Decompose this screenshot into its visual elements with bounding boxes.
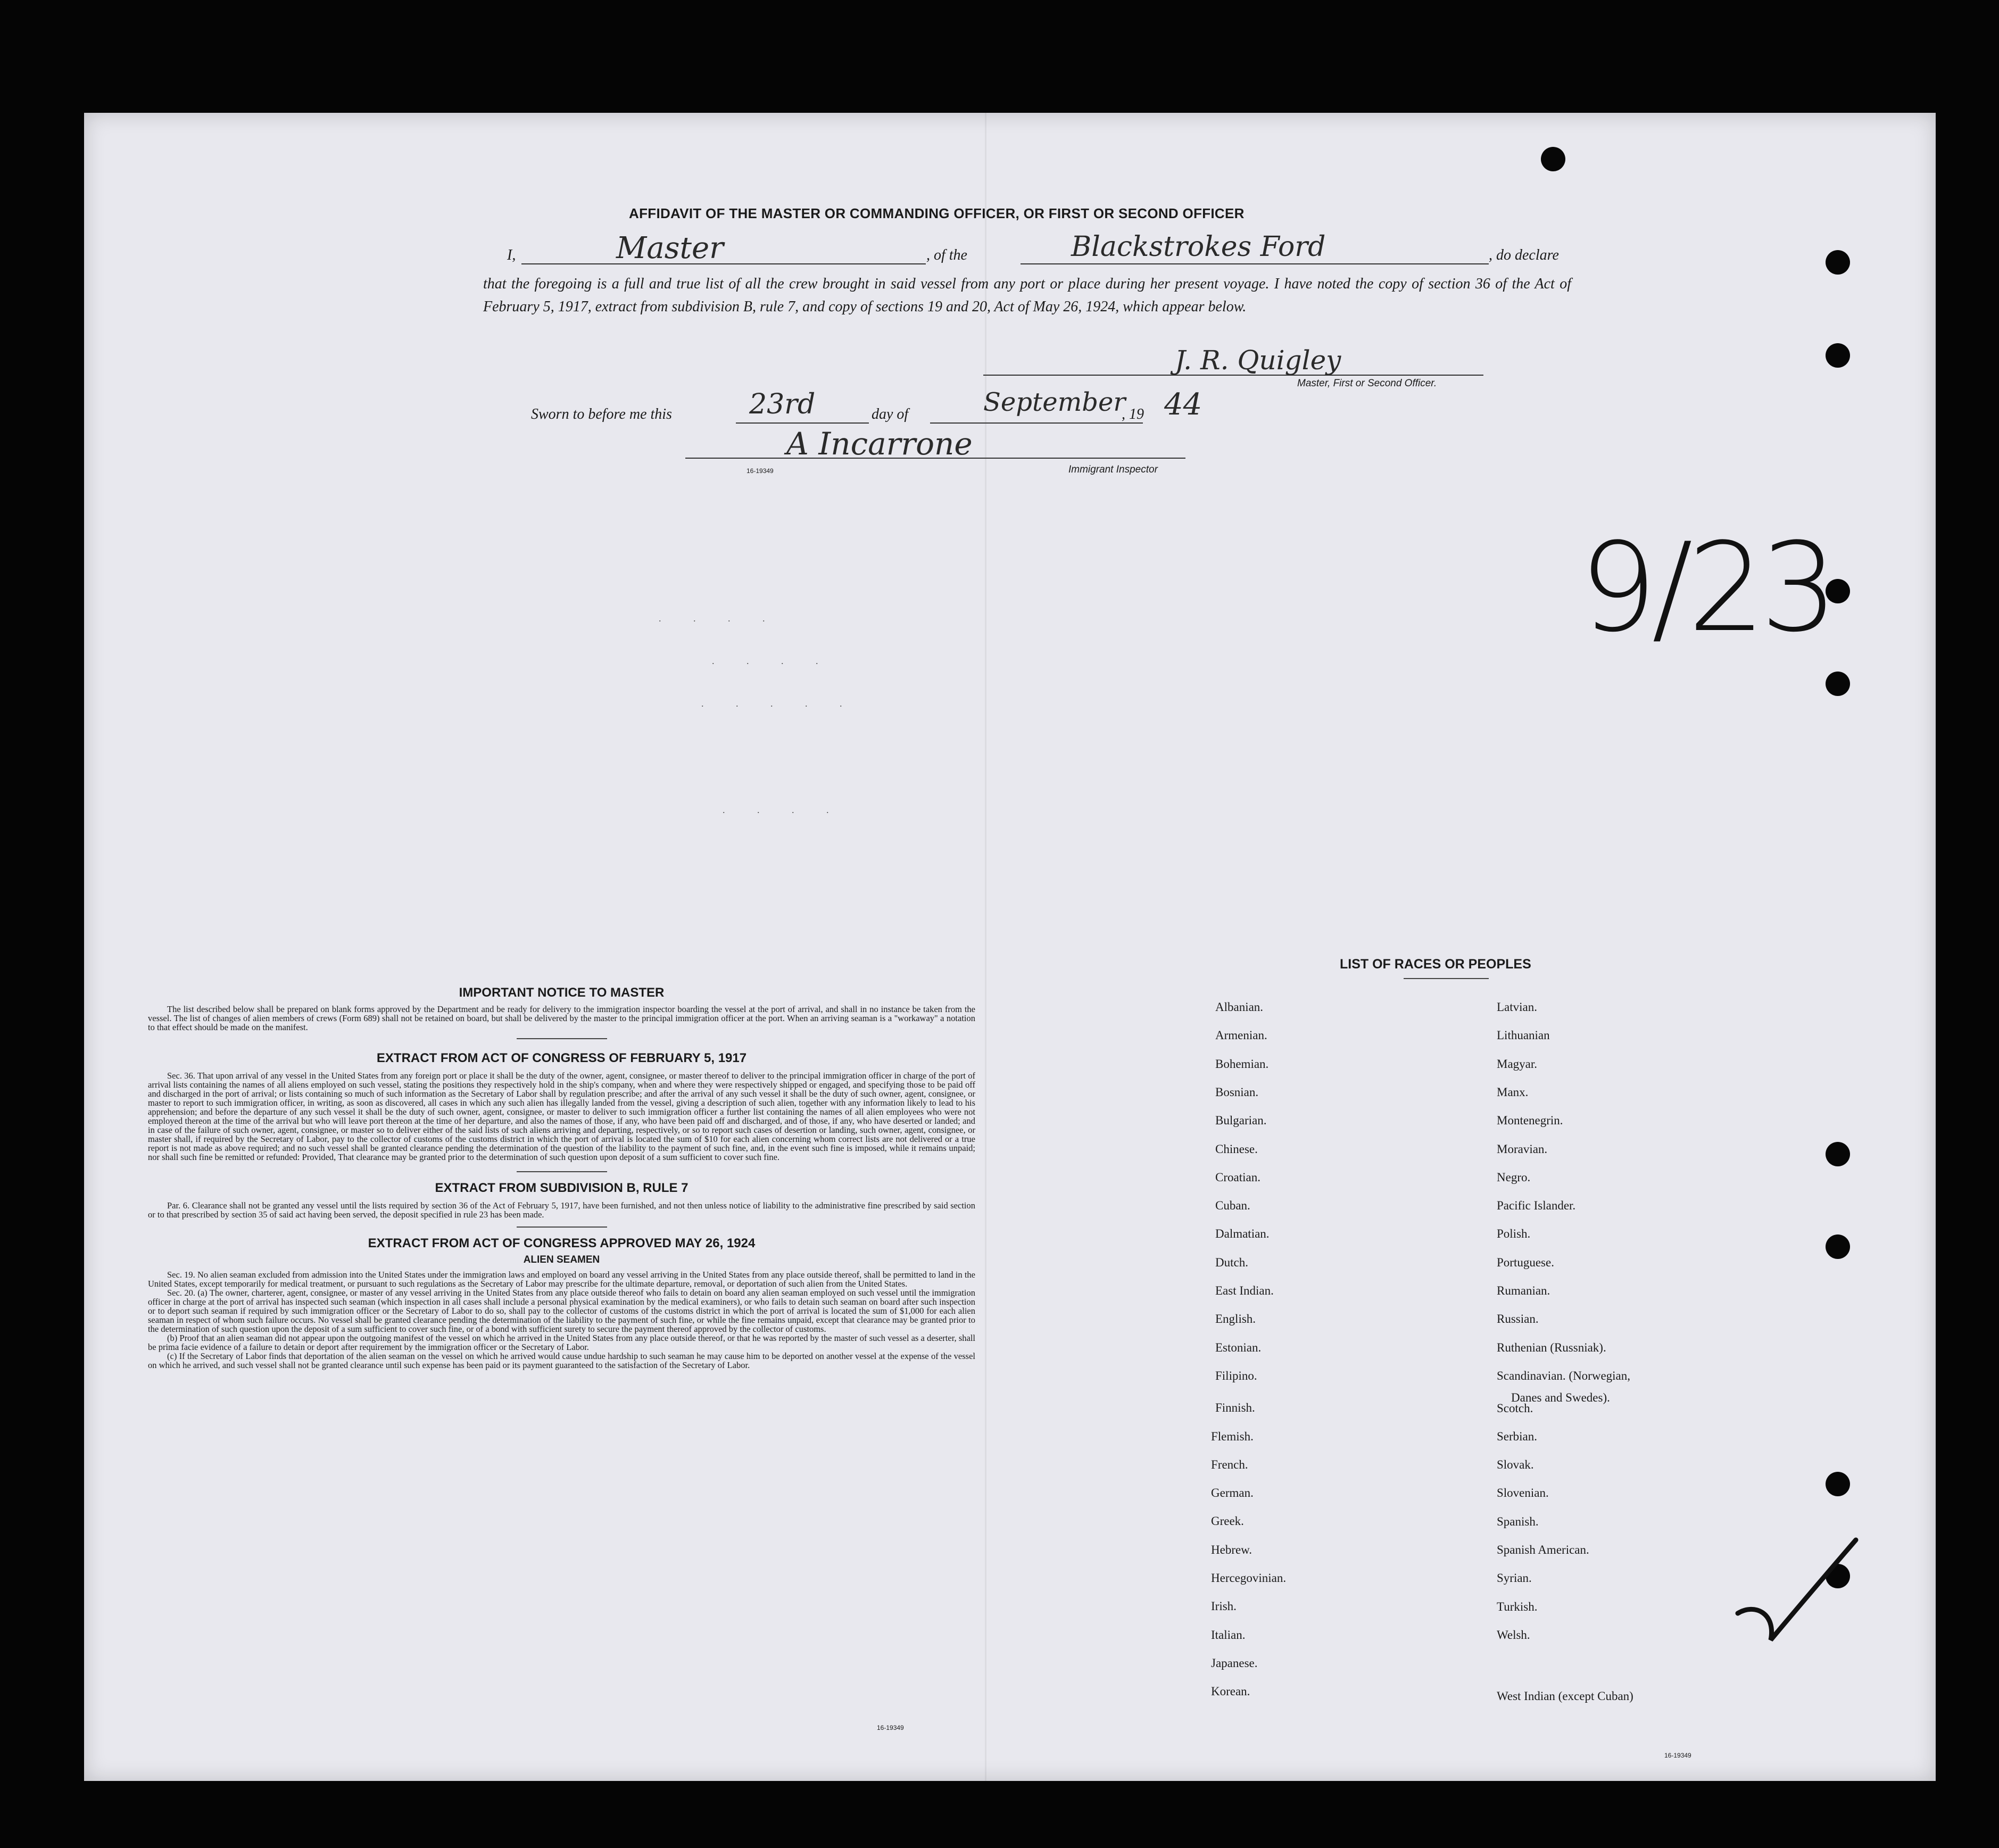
race-item: Welsh. xyxy=(1497,1628,1530,1642)
of-the-label: , of the xyxy=(926,247,967,263)
affidavit-form-number: 16-19349 xyxy=(746,467,774,475)
sec-19-text: Sec. 19. No alien seaman excluded from admission into the United States under the immigration laws and employed on board any vessel arriving in the United States from any place outside thereof, shall be permitted to land in the United States, except temporarily for medical treatment, or pursuant to such regulations as the Secretary of Labor may prescribe for the ultimate departure, removal, or deportation of such alien from the United States. xyxy=(148,1270,975,1289)
race-item: Hebrew. xyxy=(1211,1543,1253,1556)
punch-hole xyxy=(1826,1234,1850,1259)
race-item: Flemish. xyxy=(1211,1429,1254,1443)
race-item: Ruthenian (Russniak). xyxy=(1497,1340,1606,1354)
race-item: Moravian. xyxy=(1497,1142,1548,1156)
race-item: Scandinavian. (Norwegian, xyxy=(1497,1369,1631,1382)
master-signature: J. R. Quigley xyxy=(1175,345,1341,376)
notice-title: IMPORTANT NOTICE TO MASTER xyxy=(459,985,665,1000)
race-item: Serbian. xyxy=(1497,1429,1538,1443)
race-item: Bosnian. xyxy=(1215,1085,1259,1099)
race-item: Filipino. xyxy=(1215,1369,1257,1382)
race-item: Italian. xyxy=(1211,1628,1246,1642)
affidavit-body: that the foregoing is a full and true list of all the crew brought in said vessel from any port or place during her present voyage. I have noted the copy of section 36 of the Act of February 5, 1917, extract from subdivision B, rule 7, and copy of sections 19 and 20, Act of May 26, 1924, which appear below. xyxy=(483,276,1571,315)
margin-date-note: 9/23 xyxy=(1579,517,1833,659)
section-divider xyxy=(517,1038,607,1039)
punch-hole xyxy=(1826,1472,1850,1496)
master-name-line xyxy=(521,263,926,264)
race-item: Lithuanian xyxy=(1497,1029,1550,1042)
race-item: Estonian. xyxy=(1215,1340,1262,1354)
race-item: German. xyxy=(1211,1486,1254,1500)
do-declare-label: , do declare xyxy=(1489,247,1559,263)
race-item: Slovenian. xyxy=(1497,1486,1549,1500)
day-of-label: day of xyxy=(872,406,909,422)
race-item: Bohemian. xyxy=(1215,1057,1269,1071)
race-item: English. xyxy=(1215,1312,1256,1326)
faint-dots: . . . . xyxy=(723,805,844,815)
act-1924-subtitle: ALIEN SEAMEN xyxy=(523,1254,600,1265)
vessel-name-handwritten: Blackstrokes Ford xyxy=(1071,231,1326,263)
race-item: Montenegrin. xyxy=(1497,1114,1563,1128)
race-item: Croatian. xyxy=(1215,1170,1260,1184)
sworn-year-prefix: , 19 xyxy=(1122,406,1144,422)
race-item: Manx. xyxy=(1497,1085,1529,1099)
faint-dots: . . . . xyxy=(712,656,833,666)
rule-7-text: Par. 6. Clearance shall not be granted any vessel until the lists required by section 36 of the Act of February 5, 1917, have been furnished, and not then unless notice of liability to the administrative fine prescribed by said section or to that prescribed by section 35 of said act having been served, the deposit specified in rule 23 has been made. xyxy=(148,1200,975,1220)
races-title: LIST OF RACES OR PEOPLES xyxy=(1340,957,1531,972)
act-1917-text: Sec. 36. That upon arrival of any vessel in the United States from any foreign port or place it shall be the duty of the owner, agent, consignee, or master thereof to deliver to the principal immigration officer in charge of the port of arrival lists containing the names of all aliens employed on such vessel, stating the positions they respectively hold in the ship's company, when and where they were respectively shipped or engaged, and specifying those to be paid off and discharged in the port of arrival; or lists containing so much of such information as the Secretary of Labor shall by regulation prescribe; and after the arrival of any such vessel it shall be the duty of such owner, agent, consignee, or master to report to such immigration officer, in writing, as soon as discovered, all cases in which any such alien has illegally landed from the vessel, giving a description of such alien, together with any information likely to lead to his apprehension; and before the departure of any such vessel it shall be the duty of such owner, agent, consignee, or master to deliver to such immigration officer a further list containing the names of all alien employees who were not employed thereon at the time of the arrival but who will leave port thereon at the time of her departure, and also the names of those, if any, who have been paid off and discharged, and of those, if any, who have deserted or landed; and in case of the failure of such owner, agent, consignee, or master so to deliver either of the said lists of such aliens arriving and departing, respectively, or so to report such cases of desertion or landing, such owner, agent, consignee, or master shall, if required by the Secretary of Labor, pay to the collector of customs of the customs district in which the port of arrival is located the sum of $10 for each alien concerning whom correct lists are not delivered or a true report is not made as above required; and no such vessel shall be granted clearance pending the determination of the question of the liability to the payment of such fine, and, in the event such fine is imposed, while it remains unpaid; nor shall such fine be remitted or refunded: Provided, That clearance may be granted prior to the determination of such question upon deposit of a sum sufficient to cover such fine. xyxy=(148,1071,975,1162)
race-item: Russian. xyxy=(1497,1312,1539,1326)
act-1917-title: EXTRACT FROM ACT OF CONGRESS OF FEBRUARY 5, 1917 xyxy=(376,1051,747,1065)
master-signature-caption: Master, First or Second Officer. xyxy=(1297,378,1437,389)
race-item: Chinese. xyxy=(1215,1142,1258,1156)
race-item: Finnish. xyxy=(1215,1401,1255,1415)
race-item: Albanian. xyxy=(1215,1000,1264,1014)
document-page xyxy=(84,113,1936,1781)
race-item: Spanish. xyxy=(1497,1514,1539,1528)
rule-7-title: EXTRACT FROM SUBDIVISION B, RULE 7 xyxy=(435,1181,689,1195)
notice-column xyxy=(148,985,975,1370)
races-form-number: 16-19349 xyxy=(1664,1752,1691,1759)
inspector-signature-line xyxy=(685,458,1185,459)
race-item: Spanish American. xyxy=(1497,1543,1589,1556)
sworn-day-handwritten: 23rd xyxy=(749,388,816,420)
race-item: French. xyxy=(1211,1457,1248,1471)
race-item: Polish. xyxy=(1497,1227,1531,1241)
race-item: Rumanian. xyxy=(1497,1284,1550,1297)
sworn-month-handwritten: September xyxy=(983,387,1126,417)
races-divider xyxy=(1404,978,1489,979)
race-item: Scotch. xyxy=(1497,1401,1533,1415)
race-item: Cuban. xyxy=(1215,1199,1250,1213)
notice-form-number: 16-19349 xyxy=(877,1724,904,1731)
race-item: Korean. xyxy=(1211,1685,1250,1698)
sec-20b-text: (b) Proof that an alien seaman did not appear upon the outgoing manifest of the vessel on which he arrived in the United States from any place outside thereof, or that he was reported by the master of such vessel as a deserter, shall be prima facie evidence of a failure to detain or deport after requirement by the immigration officer or the Secretary of Labor. xyxy=(148,1333,975,1352)
punch-hole xyxy=(1826,250,1850,275)
sec-20a-text: Sec. 20. (a) The owner, charterer, agent, consignee, or master of any vessel arriving in the United States from any place outside thereof who fails to detain on board any alien seaman employed on such vessel until the immigration officer in charge at the port of arrival has inspected such seaman (which inspection in all cases shall include a personal physical examination by the medical examiners), or who fails to detain such seaman on board after such inspection or to deport such seaman if required by such immigration officer or the Secretary of Labor to do so, shall pay to the collector of customs of the customs district in which the port of arrival is located the sum of $1,000 for each alien seaman in respect of whom such failure occurs. No vessel shall be granted clearance pending the determination of the liability to the payment of such fine, or while the fine remains unpaid, except that clearance may be granted prior to the determination of such question upon the deposit of a sum sufficient to cover such fine, or of a bond with sufficient surety to secure the payment thereof approved by the collector of customs. xyxy=(148,1288,975,1334)
section-divider xyxy=(517,1171,607,1172)
punch-hole xyxy=(1541,147,1565,171)
act-1924-title: EXTRACT FROM ACT OF CONGRESS APPROVED MAY 26, 1924 xyxy=(368,1236,756,1250)
race-item: Armenian. xyxy=(1215,1029,1267,1042)
sworn-month-line xyxy=(930,422,1143,424)
race-item: Portuguese. xyxy=(1497,1255,1554,1269)
section-divider xyxy=(517,1227,607,1228)
faint-dots: . . . . xyxy=(659,613,780,624)
punch-hole xyxy=(1826,343,1850,368)
race-item: Syrian. xyxy=(1497,1571,1532,1585)
race-item: Japanese. xyxy=(1211,1656,1258,1670)
punch-hole xyxy=(1826,672,1850,696)
race-item: Dutch. xyxy=(1215,1255,1248,1269)
race-item: Turkish. xyxy=(1497,1600,1538,1613)
sworn-year-handwritten: 44 xyxy=(1164,387,1202,422)
race-item: Magyar. xyxy=(1497,1057,1538,1071)
race-item: East Indian. xyxy=(1215,1284,1274,1297)
race-item: Dalmatian. xyxy=(1215,1227,1270,1241)
notice-text: The list described below shall be prepared on blank forms approved by the Department and be ready for delivery to the immigration inspector boarding the vessel at the port of arrival, and shall in no instance be taken from the vessel. The list of changes of alien members of crews (Form 689) shall not be retained on board, but shall be delivered by the master to the principal immigration officer at the port. When an arriving seaman is a "workaway" a notation to that effect should be made on the manifest. xyxy=(148,1004,975,1032)
faint-dots: . . . . . xyxy=(701,698,857,709)
race-item: Greek. xyxy=(1211,1514,1244,1528)
inspector-caption: Immigrant Inspector xyxy=(1068,464,1158,475)
race-item: Pacific Islander. xyxy=(1497,1199,1576,1213)
check-mark-icon xyxy=(1733,1534,1861,1661)
race-item-scandinavian-cont: Danes and Swedes). xyxy=(1511,1391,1610,1404)
page-fold xyxy=(985,113,986,1781)
affidavit-prefix: I, xyxy=(507,247,516,263)
race-item: Bulgarian. xyxy=(1215,1114,1267,1128)
race-item: Latvian. xyxy=(1497,1000,1537,1014)
affidavit-title: AFFIDAVIT OF THE MASTER OR COMMANDING OFFICER, OR FIRST OR SECOND OFFICER xyxy=(629,205,1245,221)
race-item: Slovak. xyxy=(1497,1458,1534,1472)
sec-20c-text: (c) If the Secretary of Labor finds that deportation of the alien seaman on the vessel on which he arrived would cause undue hardship to such seaman he may cause him to be deported on another vessel at the expense of the vessel on which he arrived, and such vessel shall not be granted clearance until such expense has been paid or its payment guaranteed to the satisfaction of the Secretary of Labor. xyxy=(148,1351,975,1370)
race-item: Irish. xyxy=(1211,1600,1237,1613)
vessel-name-line xyxy=(1021,263,1489,264)
sworn-day-line xyxy=(736,422,869,424)
race-item: Hercegovinian. xyxy=(1211,1571,1287,1585)
race-item: Negro. xyxy=(1497,1170,1531,1184)
master-name-handwritten: Master xyxy=(616,231,724,266)
race-item: West Indian (except Cuban) xyxy=(1497,1689,1633,1703)
inspector-signature: A Incarrone xyxy=(786,426,973,462)
punch-hole xyxy=(1826,1142,1850,1166)
sworn-prefix: Sworn to before me this xyxy=(531,406,672,422)
